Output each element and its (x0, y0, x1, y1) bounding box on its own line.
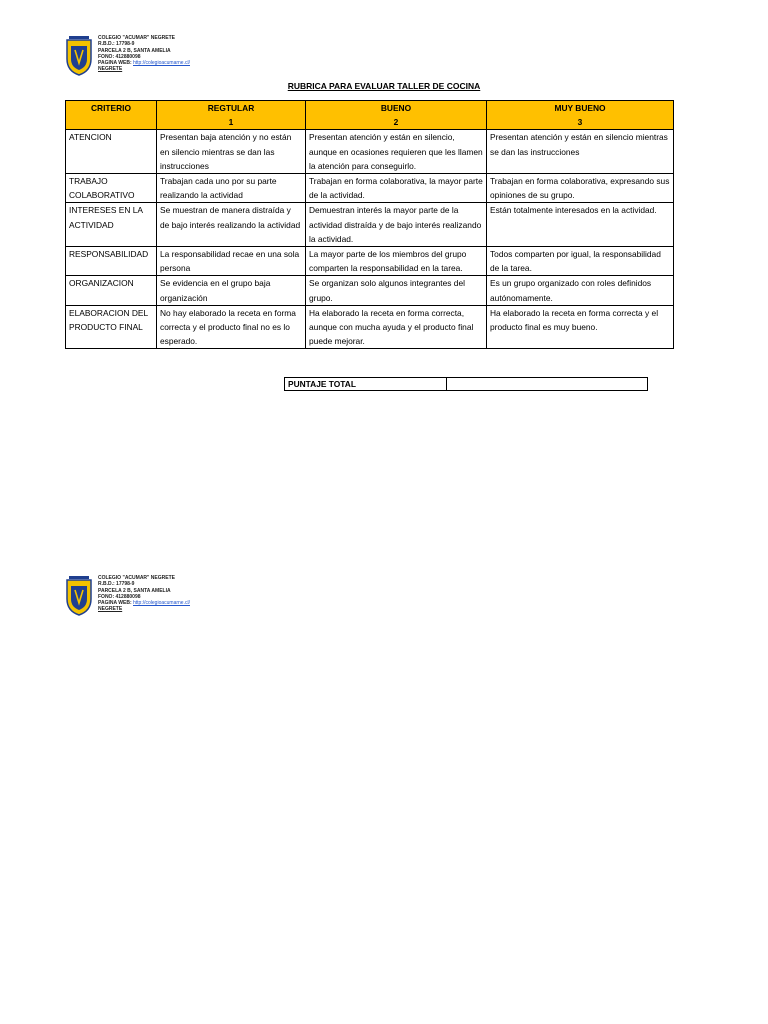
regular-cell: Se muestran de manera distraída y de bajo interés realizando la actividad (157, 203, 306, 247)
criterio-cell: TRABAJO COLABORATIVO (66, 174, 157, 203)
total-score-field[interactable] (447, 378, 648, 391)
regular-cell: Trabajan cada uno por su parte realizando la actividad (157, 174, 306, 203)
muy-bueno-cell: Ha elaborado la receta en forma correcta y el producto final es muy bueno. (487, 305, 674, 349)
school-info (98, 35, 190, 73)
school-phone: FONO: 412880098 (98, 53, 141, 60)
school-rbd: R.B.D.: 17798-9 (98, 581, 135, 588)
table-row (66, 203, 674, 247)
school-web-label: PAGINA WEB: (98, 600, 132, 607)
regular-cell: Se evidencia en el grupo baja organización (157, 276, 306, 305)
header-regular-score: 1 (228, 117, 234, 128)
bueno-cell: Trabajan en forma colaborativa, la mayor parte de la actividad. (306, 174, 487, 203)
criterio-cell: RESPONSABILIDAD (66, 247, 157, 276)
rubric-header-row (66, 101, 674, 130)
bueno-cell: Demuestran interés la mayor parte de la actividad distraída y de bajo interés realizando la actividad. (306, 203, 487, 247)
school-web-link[interactable]: http://colegioacumarne.cl/ (133, 600, 190, 607)
school-phone: FONO: 412880098 (98, 593, 141, 600)
regular-cell: La responsabilidad recae en una sola persona (157, 247, 306, 276)
header-bueno-score: 2 (393, 117, 399, 128)
school-name: COLEGIO "ACUMAR" NEGRETE (98, 35, 175, 41)
criterio-cell: ELABORACION DEL PRODUCTO FINAL (66, 305, 157, 349)
table-row (66, 305, 674, 349)
table-row (66, 130, 674, 174)
muy-bueno-cell: Es un grupo organizado con roles definidos autónomamente. (487, 276, 674, 305)
bueno-cell: Se organizan solo algunos integrantes del grupo. (306, 276, 487, 305)
document-title: RUBRICA PARA EVALUAR TALLER DE COCINA (287, 81, 481, 91)
school-crest-logo (64, 35, 94, 77)
school-name: COLEGIO "ACUMAR" NEGRETE (98, 575, 175, 581)
header-muy-bueno-score: 3 (577, 117, 583, 128)
bueno-cell: Ha elaborado la receta en forma correcta, aunque con mucha ayuda y el producto final puede mejorar. (306, 305, 487, 349)
school-address: PARCELA 2 B, SANTA AMELIA (98, 587, 171, 594)
muy-bueno-cell: Todos comparten por igual, la responsabilidad de la tarea. (487, 247, 674, 276)
muy-bueno-cell: Presentan atención y están en silencio mientras se dan las instrucciones (487, 130, 674, 174)
bueno-cell: Presentan atención y están en silencio, aunque en ocasiones requieren que les llamen la atención para conseguirlo. (306, 130, 487, 174)
table-row (66, 247, 674, 276)
muy-bueno-cell: Trabajan en forma colaborativa, expresando sus opiniones de su grupo. (487, 174, 674, 203)
total-score-table (284, 377, 648, 391)
header-bueno: BUENO 2 (306, 101, 487, 130)
criterio-cell: ATENCION (66, 130, 157, 174)
school-crest-logo (64, 575, 94, 617)
header-muy-bueno: MUY BUENO 3 (487, 101, 674, 130)
school-address: PARCELA 2 B, SANTA AMELIA (98, 47, 171, 54)
muy-bueno-cell: Están totalmente interesados en la actividad. (487, 203, 674, 247)
school-header (64, 33, 234, 83)
criterio-cell: ORGANIZACION (66, 276, 157, 305)
school-web-label: PAGINA WEB: (98, 60, 132, 67)
regular-cell: No hay elaborado la receta en forma correcta y el producto final no es lo esperado. (157, 305, 306, 349)
regular-cell: Presentan baja atención y no están en silencio mientras se dan las instrucciones (157, 130, 306, 174)
school-info (98, 575, 190, 613)
header-criterio: CRITERIO (66, 101, 157, 130)
bueno-cell: La mayor parte de los miembros del grupo comparten la responsabilidad en la tarea. (306, 247, 487, 276)
school-web-link[interactable]: http://colegioacumarne.cl/ (133, 60, 190, 67)
header-regular: REGTULAR 1 (157, 101, 306, 130)
criterio-cell: INTERESES EN LA ACTIVIDAD (66, 203, 157, 247)
table-row (66, 174, 674, 203)
table-row (66, 276, 674, 305)
school-web-tail: NEGRETE (98, 66, 123, 73)
school-web-tail: NEGRETE (98, 606, 123, 613)
school-header-repeat (64, 573, 234, 623)
rubric-table (65, 100, 674, 349)
total-score-label: PUNTAJE TOTAL (285, 378, 447, 391)
school-rbd: R.B.D.: 17798-9 (98, 41, 135, 48)
